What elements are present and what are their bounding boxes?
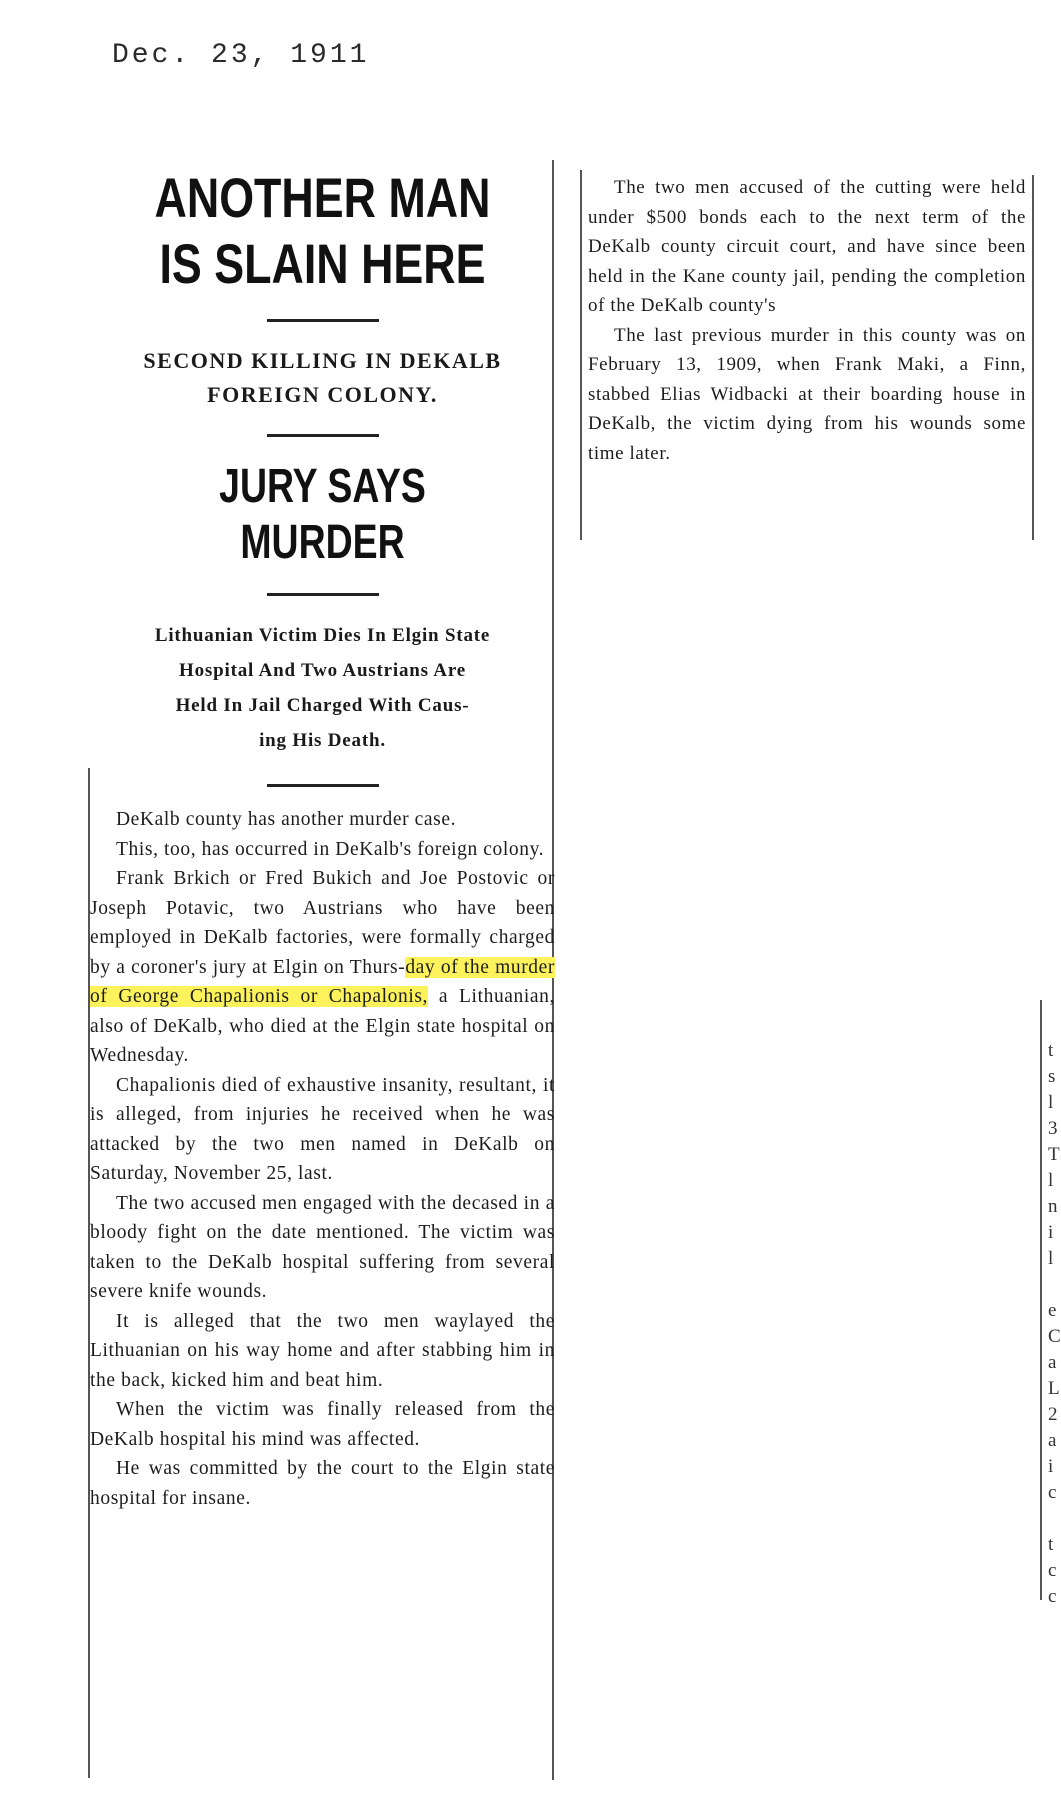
stray-letter: a (1048, 1352, 1057, 1373)
deck-line-1: Lithuanian Victim Dies In Elgin State (154, 625, 491, 646)
stray-letter: 2 (1048, 1404, 1058, 1425)
stray-letter: 3 (1048, 1118, 1058, 1139)
clipping-date: Dec. 23, 1911 (112, 40, 370, 71)
paragraph-text: a Lithuanian, also of DeKalb, who died at the Elgin state hospital on Wednesday. (90, 986, 555, 1066)
separator-rule (267, 319, 379, 322)
stray-letter: c (1048, 1482, 1057, 1503)
stray-letter: s (1048, 1066, 1056, 1087)
deck-line-2: Hospital And Two Austrians Are (179, 660, 466, 681)
paragraph: The two accused men engaged with the decased in a bloody fight on the date mentioned. The victim was taken to the DeKalb hospital suffering from several severe knife wounds. (90, 1192, 555, 1302)
headline-2: JURY SAYS MURDER (219, 460, 426, 569)
stray-letter: T (1048, 1144, 1060, 1165)
column-rule-far-right (1040, 1000, 1042, 1600)
stray-letter: C (1048, 1326, 1061, 1347)
headline-line-2: IS SLAIN HERE (159, 232, 486, 295)
paragraph: Chapalionis died of exhaustive insanity, resultant, it is alleged, from injuries he received when he was attacked by the two men named in DeKalb on Saturday, November 25, last. (90, 1074, 555, 1184)
separator-rule (267, 434, 379, 437)
highlighted-text: day of the murder of George Chapalionis or Chapalonis, (90, 956, 555, 1007)
paragraph (90, 864, 555, 1071)
article-column-1 (90, 165, 555, 1513)
stray-letter: e (1048, 1300, 1057, 1321)
subhead-line-2: FOREIGN COLONY. (207, 382, 438, 407)
deck-line-4: ing His Death. (259, 730, 386, 751)
stray-letter: i (1048, 1222, 1054, 1243)
paragraph: He was committed by the court to the Elgin state hospital for insane. (90, 1458, 555, 1509)
column-rule-col2-right (1032, 175, 1034, 540)
subhead-line-1: SECOND KILLING IN DEKALB (143, 348, 502, 373)
stray-letter: c (1048, 1560, 1057, 1581)
paragraph: DeKalb county has another murder case. (116, 809, 457, 830)
stray-letter: L (1048, 1378, 1060, 1399)
separator-rule (267, 593, 379, 596)
paragraph: This, too, has occurred in DeKalb's foreign colony. (116, 838, 545, 860)
article-column-2 (588, 173, 1026, 468)
article-body-continued (588, 173, 1026, 468)
paragraph: The last previous murder in this county was on February 13, 1909, when Frank Maki, a Finn, stabbed Elias Widbacki at their boarding house in DeKalb, the victim dying from his wounds some time later. (588, 324, 1026, 464)
stray-letter: t (1048, 1040, 1054, 1061)
paragraph-text: Frank Brkich or Fred Bukich and Joe Postovic or Joseph Potavic, two Austrians who have been employed in DeKalb factories, were formally charged by a coroner's jury at Elgin on Thurs- (90, 868, 555, 978)
paragraph: It is alleged that the two men waylayed the Lithuanian on his way home and after stabbing him in the back, kicked him and beat him. (90, 1310, 555, 1391)
deck-line-3: Held In Jail Charged With Caus- (175, 695, 470, 716)
stray-letter: l (1048, 1248, 1054, 1269)
stray-letter: l (1048, 1170, 1054, 1191)
paragraph: The two men accused of the cutting were held under $500 bonds each to the next term of the DeKalb county circuit court, and have since been held in the Kane county jail, pending the completion of the DeKalb county's (588, 177, 1026, 316)
stray-letter: l (1048, 1092, 1054, 1113)
column-rule-col2-left (580, 170, 582, 540)
stray-letter: n (1048, 1196, 1058, 1217)
headline-line-1: ANOTHER MAN (154, 166, 491, 229)
article-body (90, 805, 555, 1513)
paragraph: When the victim was finally released from the DeKalb hospital his mind was affected. (90, 1399, 555, 1450)
stray-letter: c (1048, 1586, 1057, 1607)
stray-letter: i (1048, 1456, 1054, 1477)
stray-letter: a (1048, 1430, 1057, 1451)
separator-rule (267, 784, 379, 787)
stray-letter: t (1048, 1534, 1054, 1555)
